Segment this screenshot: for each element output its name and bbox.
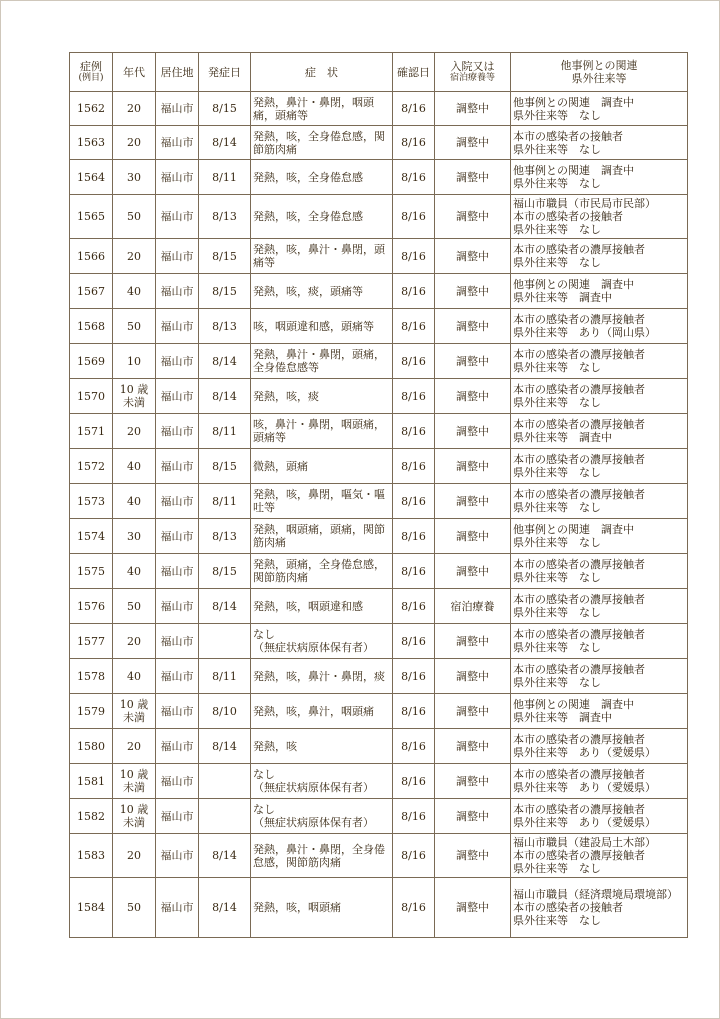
cell-symptoms: 発熱，鼻汁・鼻閉，咽頭痛，頭痛等: [251, 92, 393, 126]
case-table: [69, 52, 688, 938]
header-case-no: 症例 (例目): [70, 53, 113, 92]
header-relation: 他事例との関連 県外往来等: [511, 53, 688, 92]
cell-residence: 福山市: [156, 694, 199, 729]
cell-age: 40: [113, 274, 156, 309]
cell-onset: 8/14: [199, 344, 251, 379]
cell-confirmed: 8/16: [393, 694, 435, 729]
cell-relation: 福山市職員（市民局市民部） 本市の感染者の接触者 県外往来等 なし: [511, 195, 688, 239]
table-row: [70, 729, 688, 764]
cell-residence: 福山市: [156, 764, 199, 799]
cell-confirmed: 8/16: [393, 554, 435, 589]
cell-symptoms: 発熱，咳: [251, 729, 393, 764]
cell-confirmed: 8/16: [393, 126, 435, 160]
cell-residence: 福山市: [156, 519, 199, 554]
table-row: [70, 834, 688, 878]
cell-age: 10 歳 未満: [113, 799, 156, 834]
cell-status: 調整中: [435, 519, 511, 554]
cell-age: 40: [113, 554, 156, 589]
cell-onset: 8/13: [199, 519, 251, 554]
table-row: [70, 624, 688, 659]
cell-relation: 福山市職員（建設局土木部） 本市の感染者の濃厚接触者 県外往来等 なし: [511, 834, 688, 878]
cell-case-no: 1572: [70, 449, 113, 484]
cell-residence: 福山市: [156, 344, 199, 379]
cell-symptoms: 発熱，鼻汁・鼻閉，頭痛，全身倦怠感等: [251, 344, 393, 379]
cell-relation: 福山市職員（経済環境局環境部） 本市の感染者の接触者 県外往来等 なし: [511, 878, 688, 938]
cell-symptoms: 発熱，咳，鼻汁・鼻閉，痰: [251, 659, 393, 694]
cell-status: 調整中: [435, 195, 511, 239]
cell-confirmed: 8/16: [393, 519, 435, 554]
table-row: [70, 554, 688, 589]
header-onset: 発症日: [199, 53, 251, 92]
cell-confirmed: 8/16: [393, 92, 435, 126]
cell-status: 調整中: [435, 878, 511, 938]
cell-age: 10 歳 未満: [113, 694, 156, 729]
cell-confirmed: 8/16: [393, 449, 435, 484]
cell-residence: 福山市: [156, 126, 199, 160]
cell-residence: 福山市: [156, 414, 199, 449]
cell-status: 調整中: [435, 799, 511, 834]
cell-relation: 本市の感染者の接触者 県外往来等 なし: [511, 126, 688, 160]
cell-age: 50: [113, 878, 156, 938]
cell-case-no: 1568: [70, 309, 113, 344]
cell-status: 調整中: [435, 554, 511, 589]
cell-age: 20: [113, 624, 156, 659]
cell-residence: 福山市: [156, 379, 199, 414]
cell-onset: 8/14: [199, 729, 251, 764]
cell-relation: 本市の感染者の濃厚接触者 県外往来等 なし: [511, 554, 688, 589]
cell-age: 20: [113, 834, 156, 878]
cell-onset: 8/14: [199, 126, 251, 160]
table-row: [70, 160, 688, 195]
table-row: [70, 92, 688, 126]
cell-confirmed: 8/16: [393, 195, 435, 239]
cell-case-no: 1571: [70, 414, 113, 449]
cell-onset: 8/15: [199, 92, 251, 126]
cell-case-no: 1581: [70, 764, 113, 799]
cell-status: 調整中: [435, 239, 511, 274]
cell-confirmed: 8/16: [393, 309, 435, 344]
header-status: 入院又は 宿泊療養等: [435, 53, 511, 92]
cell-symptoms: 微熱，頭痛: [251, 449, 393, 484]
cell-onset: 8/14: [199, 379, 251, 414]
header-residence: 居住地: [156, 53, 199, 92]
cell-relation: 本市の感染者の濃厚接触者 県外往来等 なし: [511, 239, 688, 274]
cell-residence: 福山市: [156, 160, 199, 195]
cell-residence: 福山市: [156, 624, 199, 659]
cell-case-no: 1583: [70, 834, 113, 878]
cell-residence: 福山市: [156, 449, 199, 484]
table-row: [70, 414, 688, 449]
cell-case-no: 1574: [70, 519, 113, 554]
cell-confirmed: 8/16: [393, 160, 435, 195]
cell-onset: 8/11: [199, 484, 251, 519]
cell-symptoms: 発熱，咳，全身倦怠感，関節筋肉痛: [251, 126, 393, 160]
cell-relation: 他事例との関連 調査中 県外往来等 調査中: [511, 694, 688, 729]
cell-status: 調整中: [435, 659, 511, 694]
cell-status: 調整中: [435, 160, 511, 195]
cell-onset: 8/14: [199, 589, 251, 624]
cell-case-no: 1580: [70, 729, 113, 764]
table-row: [70, 126, 688, 160]
cell-age: 40: [113, 484, 156, 519]
cell-case-no: 1578: [70, 659, 113, 694]
cell-relation: 他事例との関連 調査中 県外往来等 なし: [511, 519, 688, 554]
cell-confirmed: 8/16: [393, 799, 435, 834]
cell-onset: 8/15: [199, 239, 251, 274]
cell-age: 20: [113, 729, 156, 764]
cell-relation: 他事例との関連 調査中 県外往来等 なし: [511, 160, 688, 195]
cell-residence: 福山市: [156, 659, 199, 694]
cell-onset: 8/15: [199, 274, 251, 309]
cell-symptoms: 発熱，咳，鼻汁，咽頭痛: [251, 694, 393, 729]
cell-case-no: 1564: [70, 160, 113, 195]
table-row: [70, 344, 688, 379]
cell-status: 調整中: [435, 764, 511, 799]
cell-confirmed: 8/16: [393, 834, 435, 878]
cell-symptoms: 発熱，咳，痰: [251, 379, 393, 414]
cell-onset: [199, 799, 251, 834]
cell-onset: 8/14: [199, 834, 251, 878]
cell-age: 30: [113, 519, 156, 554]
cell-onset: 8/13: [199, 309, 251, 344]
table-row: [70, 589, 688, 624]
cell-case-no: 1577: [70, 624, 113, 659]
cell-onset: [199, 624, 251, 659]
cell-case-no: 1565: [70, 195, 113, 239]
cell-residence: 福山市: [156, 239, 199, 274]
cell-confirmed: 8/16: [393, 239, 435, 274]
cell-symptoms: なし （無症状病原体保有者）: [251, 764, 393, 799]
cell-residence: 福山市: [156, 554, 199, 589]
cell-age: 50: [113, 589, 156, 624]
cell-symptoms: なし （無症状病原体保有者）: [251, 799, 393, 834]
cell-relation: 他事例との関連 調査中 県外往来等 なし: [511, 92, 688, 126]
cell-relation: 本市の感染者の濃厚接触者 県外往来等 なし: [511, 659, 688, 694]
header-age: 年代: [113, 53, 156, 92]
cell-case-no: 1582: [70, 799, 113, 834]
header-symptoms: 症 状: [251, 53, 393, 92]
header-row: [70, 53, 688, 92]
cell-onset: 8/10: [199, 694, 251, 729]
cell-relation: 本市の感染者の濃厚接触者 県外往来等 なし: [511, 624, 688, 659]
cell-status: 調整中: [435, 414, 511, 449]
table-row: [70, 309, 688, 344]
cell-status: 調整中: [435, 309, 511, 344]
cell-confirmed: 8/16: [393, 379, 435, 414]
cell-relation: 本市の感染者の濃厚接触者 県外往来等 調査中: [511, 414, 688, 449]
cell-residence: 福山市: [156, 484, 199, 519]
cell-symptoms: 発熱，咳，鼻汁・鼻閉，頭痛等: [251, 239, 393, 274]
cell-confirmed: 8/16: [393, 484, 435, 519]
table-row: [70, 379, 688, 414]
cell-relation: 本市の感染者の濃厚接触者 県外往来等 なし: [511, 344, 688, 379]
cell-onset: 8/15: [199, 449, 251, 484]
cell-status: 調整中: [435, 484, 511, 519]
cell-status: 調整中: [435, 92, 511, 126]
cell-symptoms: 発熱，咳，咽頭違和感: [251, 589, 393, 624]
cell-symptoms: 発熱，頭痛，全身倦怠感，関節筋肉痛: [251, 554, 393, 589]
cell-relation: 本市の感染者の濃厚接触者 県外往来等 なし: [511, 589, 688, 624]
cell-case-no: 1579: [70, 694, 113, 729]
cell-residence: 福山市: [156, 195, 199, 239]
cell-case-no: 1562: [70, 92, 113, 126]
cell-confirmed: 8/16: [393, 729, 435, 764]
cell-age: 50: [113, 309, 156, 344]
cell-status: 宿泊療養: [435, 589, 511, 624]
cell-residence: 福山市: [156, 92, 199, 126]
cell-symptoms: 発熱，咳，咽頭痛: [251, 878, 393, 938]
cell-onset: 8/11: [199, 659, 251, 694]
table-row: [70, 659, 688, 694]
table-row: [70, 239, 688, 274]
cell-case-no: 1575: [70, 554, 113, 589]
table-row: [70, 274, 688, 309]
cell-residence: 福山市: [156, 589, 199, 624]
cell-relation: 本市の感染者の濃厚接触者 県外往来等 なし: [511, 449, 688, 484]
cell-symptoms: 発熱，咳，全身倦怠感: [251, 195, 393, 239]
cell-age: 20: [113, 414, 156, 449]
cell-status: 調整中: [435, 449, 511, 484]
cell-status: 調整中: [435, 274, 511, 309]
cell-age: 10 歳 未満: [113, 764, 156, 799]
header-confirmed: 確認日: [393, 53, 435, 92]
cell-relation: 本市の感染者の濃厚接触者 県外往来等 あり（岡山県）: [511, 309, 688, 344]
cell-case-no: 1563: [70, 126, 113, 160]
cell-confirmed: 8/16: [393, 659, 435, 694]
cell-age: 20: [113, 239, 156, 274]
cell-case-no: 1569: [70, 344, 113, 379]
cell-status: 調整中: [435, 624, 511, 659]
cell-residence: 福山市: [156, 309, 199, 344]
cell-symptoms: なし （無症状病原体保有者）: [251, 624, 393, 659]
table-row: [70, 484, 688, 519]
cell-age: 10: [113, 344, 156, 379]
cell-case-no: 1566: [70, 239, 113, 274]
cell-symptoms: 咳，鼻汁・鼻閉，咽頭痛，頭痛等: [251, 414, 393, 449]
cell-status: 調整中: [435, 344, 511, 379]
cell-symptoms: 発熱，咳，鼻閉，嘔気・嘔吐等: [251, 484, 393, 519]
table-row: [70, 519, 688, 554]
cell-age: 20: [113, 92, 156, 126]
cell-status: 調整中: [435, 379, 511, 414]
cell-case-no: 1567: [70, 274, 113, 309]
cell-symptoms: 発熱，咳，全身倦怠感: [251, 160, 393, 195]
cell-residence: 福山市: [156, 834, 199, 878]
cell-residence: 福山市: [156, 729, 199, 764]
cell-age: 10 歳 未満: [113, 379, 156, 414]
table-row: [70, 878, 688, 938]
cell-confirmed: 8/16: [393, 274, 435, 309]
table-row: [70, 195, 688, 239]
cell-relation: 本市の感染者の濃厚接触者 県外往来等 なし: [511, 484, 688, 519]
cell-status: 調整中: [435, 729, 511, 764]
cell-case-no: 1576: [70, 589, 113, 624]
cell-confirmed: 8/16: [393, 878, 435, 938]
cell-residence: 福山市: [156, 799, 199, 834]
table-row: [70, 694, 688, 729]
cell-age: 40: [113, 449, 156, 484]
cell-onset: [199, 764, 251, 799]
cell-onset: 8/15: [199, 554, 251, 589]
cell-confirmed: 8/16: [393, 344, 435, 379]
cell-onset: 8/13: [199, 195, 251, 239]
table-row: [70, 449, 688, 484]
cell-onset: 8/11: [199, 414, 251, 449]
cell-onset: 8/11: [199, 160, 251, 195]
cell-status: 調整中: [435, 834, 511, 878]
cell-residence: 福山市: [156, 878, 199, 938]
cell-relation: 本市の感染者の濃厚接触者 県外往来等 あり（愛媛県）: [511, 729, 688, 764]
cell-age: 30: [113, 160, 156, 195]
cell-status: 調整中: [435, 126, 511, 160]
cell-confirmed: 8/16: [393, 589, 435, 624]
cell-onset: 8/14: [199, 878, 251, 938]
cell-symptoms: 咳，咽頭違和感，頭痛等: [251, 309, 393, 344]
cell-case-no: 1570: [70, 379, 113, 414]
cell-confirmed: 8/16: [393, 414, 435, 449]
cell-residence: 福山市: [156, 274, 199, 309]
cell-relation: 他事例との関連 調査中 県外往来等 調査中: [511, 274, 688, 309]
cell-age: 40: [113, 659, 156, 694]
cell-age: 50: [113, 195, 156, 239]
cell-confirmed: 8/16: [393, 764, 435, 799]
cell-relation: 本市の感染者の濃厚接触者 県外往来等 あり（愛媛県）: [511, 799, 688, 834]
cell-case-no: 1584: [70, 878, 113, 938]
cell-relation: 本市の感染者の濃厚接触者 県外往来等 あり（愛媛県）: [511, 764, 688, 799]
cell-confirmed: 8/16: [393, 624, 435, 659]
cell-symptoms: 発熱，咳，痰，頭痛等: [251, 274, 393, 309]
table-row: [70, 764, 688, 799]
table-row: [70, 799, 688, 834]
cell-age: 20: [113, 126, 156, 160]
cell-symptoms: 発熱，咽頭痛，頭痛，関節筋肉痛: [251, 519, 393, 554]
cell-symptoms: 発熱，鼻汁・鼻閉，全身倦怠感，関節筋肉痛: [251, 834, 393, 878]
cell-relation: 本市の感染者の濃厚接触者 県外往来等 なし: [511, 379, 688, 414]
cell-status: 調整中: [435, 694, 511, 729]
cell-case-no: 1573: [70, 484, 113, 519]
